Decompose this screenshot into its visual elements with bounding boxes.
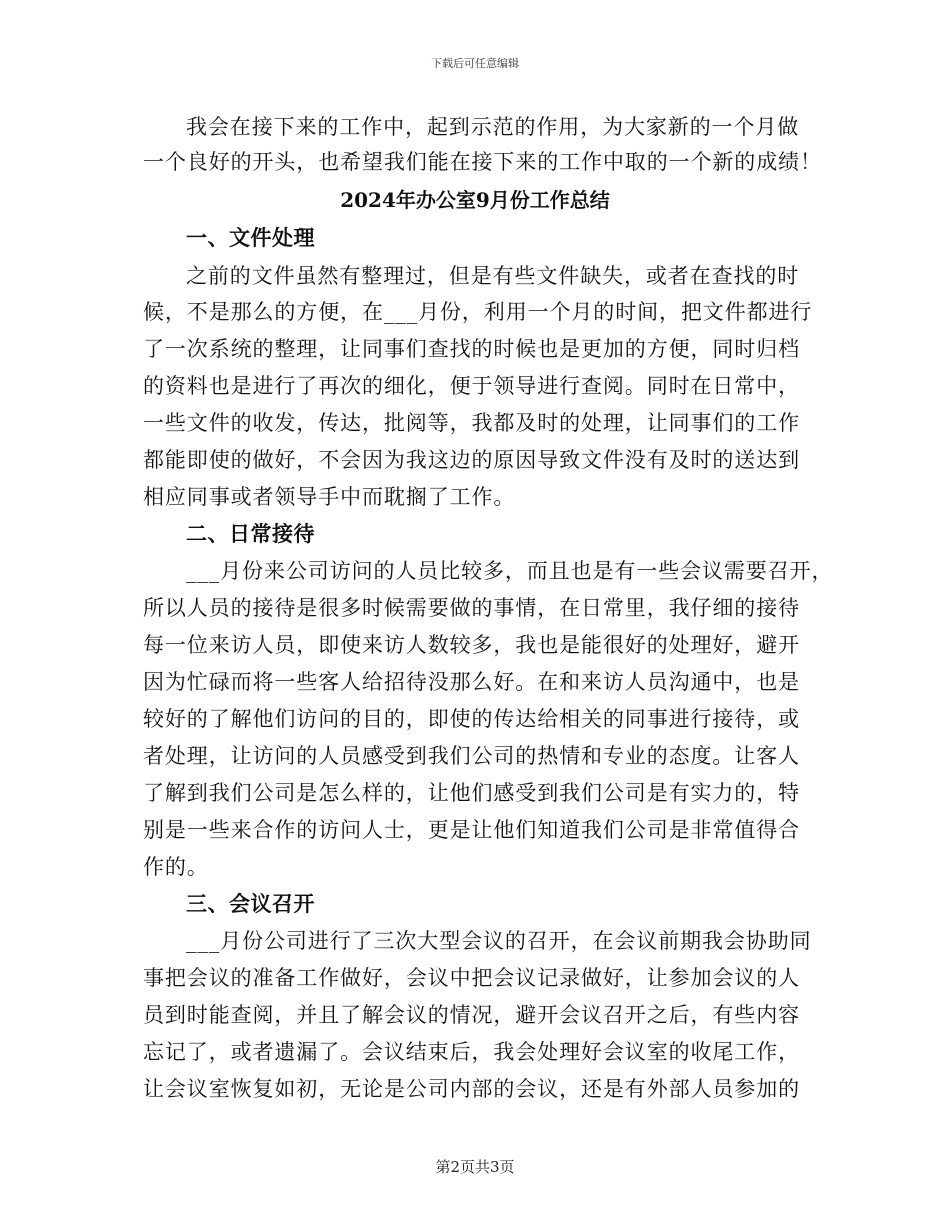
page-number: 第2页共3页 — [435, 1158, 515, 1176]
section2-line: 作的。 — [143, 855, 209, 879]
section-heading-3: 三、会议召开 — [186, 891, 315, 916]
section3-line: 员到时能查阅，并且了解会议的情况，避开会议召开之后，有些内容 — [143, 1003, 800, 1027]
document-title: 2024年办公室9月份工作总结 — [340, 188, 610, 212]
section1-line: 一些文件的收发，传达，批阅等，我都及时的处理，让同事们的工作 — [143, 411, 800, 435]
section1-line: 之前的文件虽然有整理过，但是有些文件缺失，或者在查找的时 — [186, 264, 800, 288]
section1-line: 的资料也是进行了再次的细化，便于领导进行查阅。同时在日常中， — [143, 374, 800, 398]
intro-line-1: 我会在接下来的工作中，起到示范的作用，为大家新的一个月做 — [186, 115, 800, 139]
section3-line: 忘记了，或者遗漏了。会议结束后，我会处理好会议室的收尾工作， — [143, 1040, 800, 1064]
section-heading-1: 一、文件处理 — [186, 225, 315, 250]
section2-line: 每一位来访人员，即使来访人数较多，我也是能很好的处理好，避开 — [143, 633, 800, 657]
section1-line: 候，不是那么的方便，在___月份，利用一个月的时间，把文件都进行 — [143, 300, 813, 324]
section3-line: 让会议室恢复如初，无论是公司内部的会议，还是有外部人员参加的 — [143, 1077, 800, 1101]
section2-line: 所以人员的接待是很多时候需要做的事情，在日常里，我仔细的接待 — [143, 596, 800, 620]
section1-line: 相应同事或者领导手中而耽搁了工作。 — [143, 485, 516, 509]
section3-line: 事把会议的准备工作做好，会议中把会议记录做好，让参加会议的人 — [143, 966, 800, 990]
section2-line: 者处理，让访问的人员感受到我们公司的热情和专业的态度。让客人 — [143, 744, 800, 768]
intro-line-2: 一个良好的开头，也希望我们能在接下来的工作中取的一个新的成绩！ — [143, 150, 822, 174]
section2-line: 较好的了解他们访问的目的，即使的传达给相关的同事进行接待，或 — [143, 707, 800, 731]
section2-line: 别是一些来合作的访问人士，更是让他们知道我们公司是非常值得合 — [143, 818, 800, 842]
section1-line: 了一次系统的整理，让同事们查找的时候也是更加的方便，同时归档 — [143, 337, 800, 361]
section2-line: 因为忙碌而将一些客人给招待没那么好。在和来访人员沟通中，也是 — [143, 670, 800, 694]
section-heading-2: 二、日常接待 — [186, 521, 315, 546]
section2-line: 了解到我们公司是怎么样的，让他们感受到我们公司是有实力的，特 — [143, 781, 800, 805]
section2-line: ___月份来公司访问的人员比较多，而且也是有一些会议需要召开， — [186, 559, 834, 583]
section1-line: 都能即使的做好，不会因为我这边的原因导致文件没有及时的送达到 — [143, 448, 800, 472]
section3-line: ___月份公司进行了三次大型会议的召开，在会议前期我会协助同 — [186, 929, 812, 953]
page-header: 下载后可任意编辑 — [431, 57, 519, 70]
